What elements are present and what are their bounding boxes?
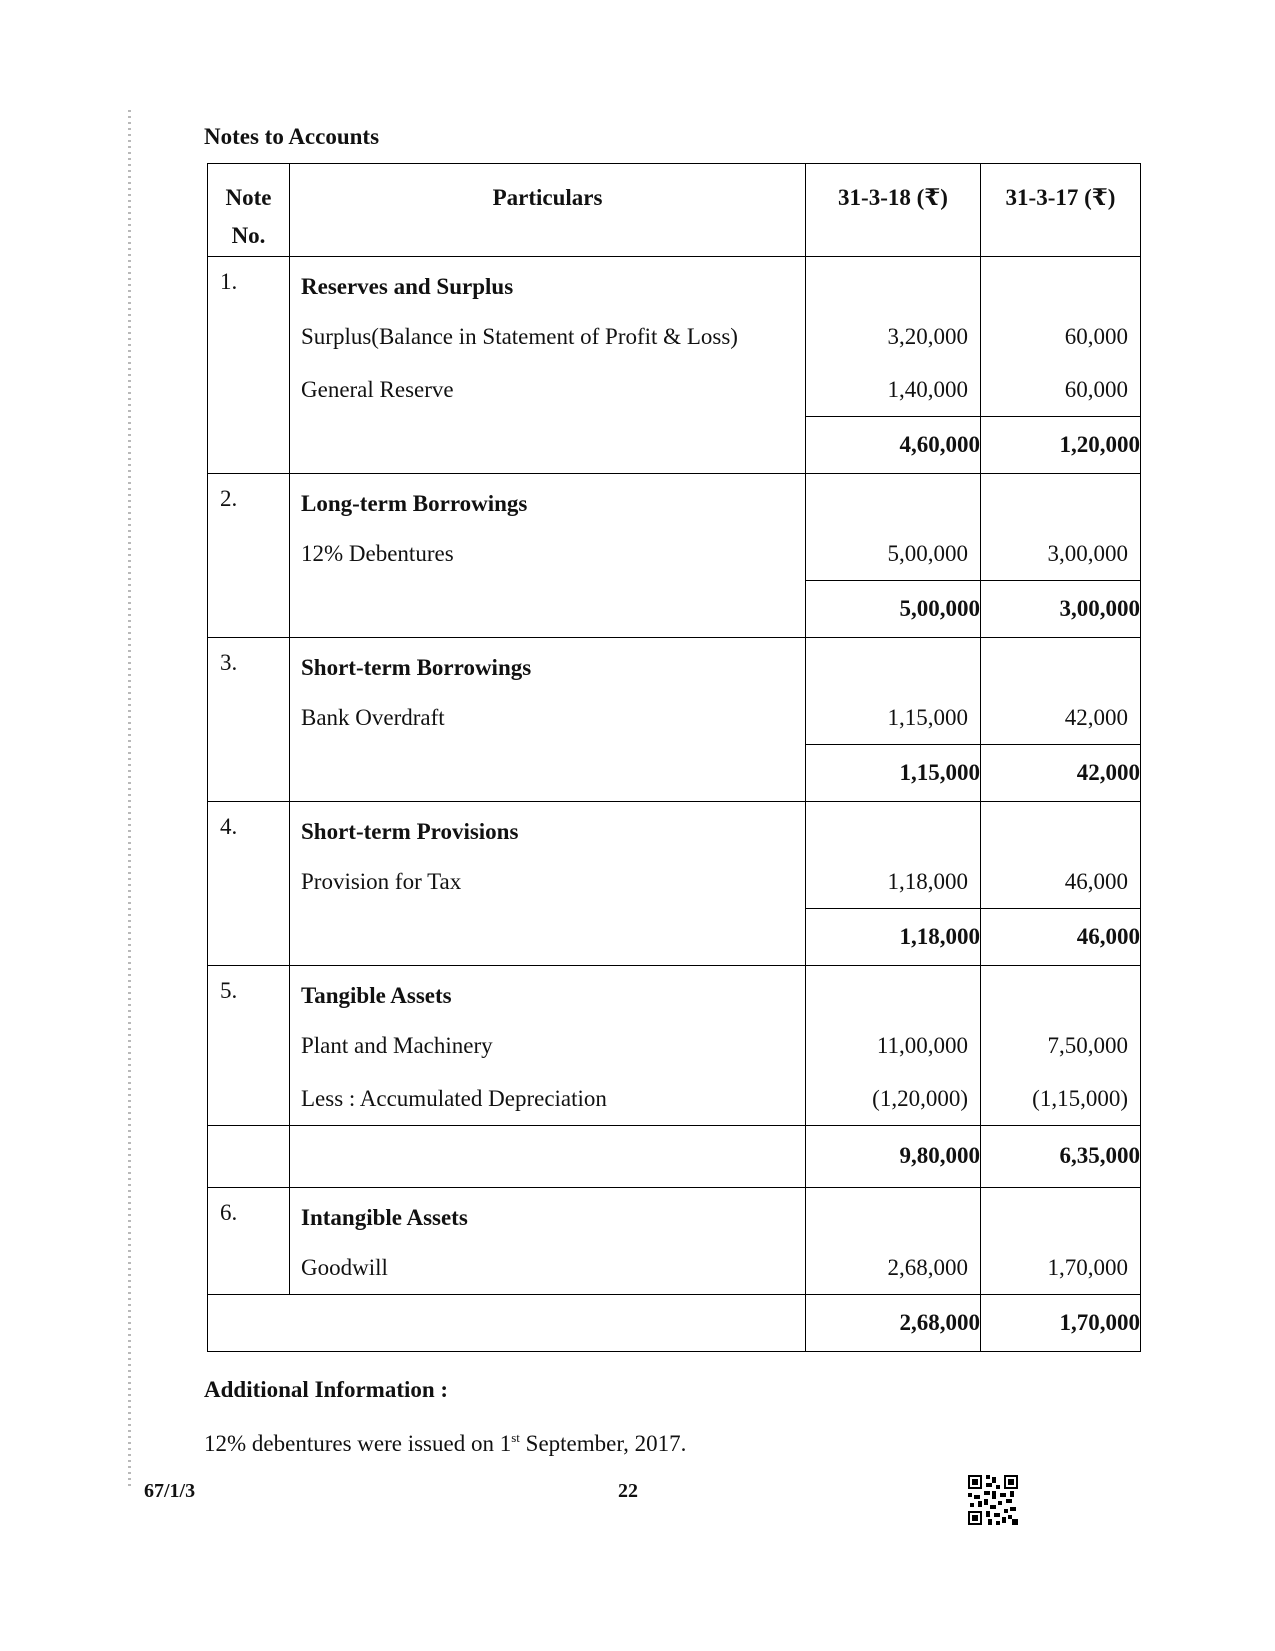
amounts-2017 (981, 802, 1141, 909)
note-number: 2. (208, 474, 290, 638)
paper-code: 67/1/3 (144, 1480, 196, 1502)
note-title: Short-term Borrowings (301, 655, 532, 680)
table-header-row (208, 164, 1141, 257)
amount-cell: 1,18,000 (887, 869, 968, 894)
note-title: Intangible Assets (301, 1205, 468, 1230)
total-2017: 1,70,000 (981, 1295, 1141, 1352)
header-note-no: Note No. (208, 164, 290, 257)
total-row (208, 1126, 1141, 1188)
table-row (208, 638, 1141, 745)
note-number: 3. (208, 638, 290, 802)
amount-cell: 60,000 (1064, 377, 1128, 402)
total-2018: 1,18,000 (806, 909, 981, 966)
total-2017: 6,35,000 (981, 1126, 1141, 1188)
amounts-2018 (806, 802, 981, 909)
table-row (208, 802, 1141, 909)
amount-cell: 5,00,000 (887, 541, 968, 566)
note-title: Reserves and Surplus (301, 274, 514, 299)
amounts-2018 (806, 1188, 981, 1295)
note-number: 1. (208, 257, 290, 474)
note-title: Tangible Assets (301, 983, 452, 1008)
table-row (208, 966, 1141, 1126)
amounts-2018 (806, 257, 981, 417)
item-label: Bank Overdraft (301, 705, 445, 730)
header-2017: 31-3-17 (₹) (981, 164, 1141, 257)
total-2017: 1,20,000 (981, 417, 1141, 474)
amount-cell: 3,00,000 (1047, 541, 1128, 566)
note-particulars (290, 257, 806, 417)
qr-code-icon (968, 1475, 1018, 1525)
total-row (208, 745, 1141, 802)
amounts-2017 (981, 966, 1141, 1126)
note-particulars (290, 474, 806, 581)
total-2018: 9,80,000 (806, 1126, 981, 1188)
table-row (208, 1188, 1141, 1295)
amount-cell: 7,50,000 (1047, 1033, 1128, 1058)
amounts-2018 (806, 966, 981, 1126)
table-row (208, 474, 1141, 581)
note-number: 5. (208, 966, 290, 1126)
additional-info-text: 12% debentures were issued on 1st September, 2017. (204, 1430, 687, 1456)
item-label: Surplus(Balance in Statement of Profit & Loss) (301, 324, 738, 349)
total-row (208, 909, 1141, 966)
amounts-2017 (981, 638, 1141, 745)
amount-cell: 60,000 (1064, 324, 1128, 349)
item-label: Plant and Machinery (301, 1033, 493, 1058)
total-2018: 5,00,000 (806, 581, 981, 638)
amount-cell: 1,40,000 (887, 377, 968, 402)
amounts-2018 (806, 474, 981, 581)
amount-cell: 46,000 (1064, 869, 1128, 894)
amount-cell: 42,000 (1064, 705, 1128, 730)
note-particulars (290, 1188, 806, 1295)
notes-table (207, 163, 1141, 1352)
total-2017: 46,000 (981, 909, 1141, 966)
amount-cell: (1,20,000) (872, 1086, 968, 1111)
note-number: 4. (208, 802, 290, 966)
note-particulars (290, 802, 806, 909)
item-label: General Reserve (301, 377, 454, 402)
header-2018: 31-3-18 (₹) (806, 164, 981, 257)
note-number: 6. (208, 1188, 290, 1295)
amount-cell: 2,68,000 (887, 1255, 968, 1280)
note-particulars (290, 966, 806, 1126)
amount-cell: (1,15,000) (1032, 1086, 1128, 1111)
amount-cell: 3,20,000 (887, 324, 968, 349)
notes-heading: Notes to Accounts (204, 124, 380, 149)
note-particulars (290, 638, 806, 745)
total-2018: 4,60,000 (806, 417, 981, 474)
amount-cell: 11,00,000 (876, 1033, 968, 1058)
amount-cell: 1,15,000 (887, 705, 968, 730)
total-2017: 3,00,000 (981, 581, 1141, 638)
note-title: Short-term Provisions (301, 819, 519, 844)
amounts-2018 (806, 638, 981, 745)
table-row (208, 257, 1141, 417)
item-label: 12% Debentures (301, 541, 454, 566)
amounts-2017 (981, 1188, 1141, 1295)
item-label: Provision for Tax (301, 869, 462, 894)
total-2017: 42,000 (981, 745, 1141, 802)
margin-strip (128, 110, 131, 1490)
item-label: Less : Accumulated Depreciation (301, 1086, 607, 1111)
total-2018: 1,15,000 (806, 745, 981, 802)
note-title: Long-term Borrowings (301, 491, 528, 516)
total-row (208, 581, 1141, 638)
total-2018: 2,68,000 (806, 1295, 981, 1352)
header-particulars: Particulars (290, 164, 806, 257)
total-row (208, 1295, 1141, 1352)
amount-cell: 1,70,000 (1047, 1255, 1128, 1280)
additional-info-heading: Additional Information : (204, 1377, 449, 1402)
item-label: Goodwill (301, 1255, 388, 1280)
total-row (208, 417, 1141, 474)
amounts-2017 (981, 474, 1141, 581)
page-number: 22 (618, 1480, 638, 1502)
amounts-2017 (981, 257, 1141, 417)
